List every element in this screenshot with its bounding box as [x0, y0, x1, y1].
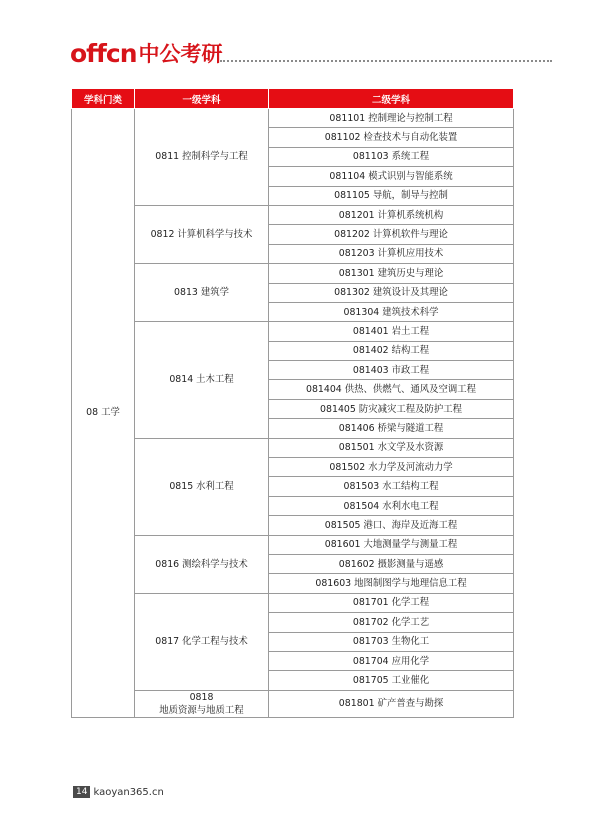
- page-footer: [73, 785, 164, 799]
- first-level-cell: 0813 建筑学: [135, 264, 269, 322]
- second-level-cell: 081705 工业催化: [269, 671, 514, 690]
- second-level-cell: 081403 市政工程: [269, 361, 514, 380]
- first-level-cell: 0814 土木工程: [135, 322, 269, 438]
- first-level-cell: 0817 化学工程与技术: [135, 593, 269, 690]
- second-level-cell: 081504 水利水电工程: [269, 496, 514, 515]
- category-cell: 08 工学: [72, 109, 135, 718]
- second-level-cell: 081501 水文学及水资源: [269, 438, 514, 457]
- second-level-cell: 081402 结构工程: [269, 341, 514, 360]
- table-row: [72, 438, 514, 457]
- table-row: [72, 322, 514, 341]
- footer-site: kaoyan365.cn: [93, 786, 164, 798]
- discipline-table: [71, 88, 514, 718]
- second-level-cell: 081801 矿产普查与勘探: [269, 690, 514, 717]
- logo-chinese: 中公考研: [138, 42, 223, 66]
- first-level-cell: 0816 测绘科学与技术: [135, 535, 269, 593]
- second-level-cell: 081405 防灾减灾工程及防护工程: [269, 399, 514, 418]
- offcn-logo: [70, 38, 223, 68]
- first-level-cell: 0815 水利工程: [135, 438, 269, 535]
- table-row: [72, 205, 514, 224]
- second-level-cell: 081304 建筑技术科学: [269, 302, 514, 321]
- table-row: [72, 690, 514, 717]
- second-level-cell: 081704 应用化学: [269, 651, 514, 670]
- second-level-cell: 081703 生物化工: [269, 632, 514, 651]
- second-level-cell: 081401 岩土工程: [269, 322, 514, 341]
- second-level-cell: 081201 计算机系统机构: [269, 205, 514, 224]
- second-level-cell: 081202 计算机软件与理论: [269, 225, 514, 244]
- header-first-level: 一级学科: [135, 89, 269, 109]
- second-level-cell: 081502 水力学及河流动力学: [269, 458, 514, 477]
- table-row: [72, 593, 514, 612]
- second-level-cell: 081404 供热、供燃气、通风及空调工程: [269, 380, 514, 399]
- header-category: 学科门类: [72, 89, 135, 109]
- page-number: 14: [73, 786, 90, 798]
- second-level-cell: 081702 化学工艺: [269, 613, 514, 632]
- second-level-cell: 081503 水工结构工程: [269, 477, 514, 496]
- table-row: [72, 109, 514, 128]
- table-header-row: [72, 89, 514, 109]
- second-level-cell: 081103 系统工程: [269, 147, 514, 166]
- second-level-cell: 081203 计算机应用技术: [269, 244, 514, 263]
- second-level-cell: 081603 地图制图学与地理信息工程: [269, 574, 514, 593]
- page-header: [70, 38, 540, 70]
- header-second-level: 二级学科: [269, 89, 514, 109]
- second-level-cell: 081505 港口、海岸及近海工程: [269, 516, 514, 535]
- logo-latin: offcn: [70, 39, 137, 68]
- first-level-code: 0818: [189, 691, 214, 703]
- header-dotted-rule: [220, 60, 552, 62]
- first-level-cell: 0812 计算机科学与技术: [135, 205, 269, 263]
- first-level-cell: [135, 690, 269, 717]
- second-level-cell: 081406 桥梁与隧道工程: [269, 419, 514, 438]
- second-level-cell: 081101 控制理论与控制工程: [269, 109, 514, 128]
- table-row: [72, 535, 514, 554]
- first-level-cell: 0811 控制科学与工程: [135, 109, 269, 206]
- second-level-cell: 081701 化学工程: [269, 593, 514, 612]
- second-level-cell: 081105 导航，制导与控制: [269, 186, 514, 205]
- first-level-name: 地质资源与地质工程: [159, 704, 244, 716]
- second-level-cell: 081601 大地测量学与测量工程: [269, 535, 514, 554]
- table-row: [72, 264, 514, 283]
- second-level-cell: 081102 检查技术与自动化装置: [269, 128, 514, 147]
- second-level-cell: 081104 模式识别与智能系统: [269, 167, 514, 186]
- second-level-cell: 081302 建筑设计及其理论: [269, 283, 514, 302]
- second-level-cell: 081301 建筑历史与理论: [269, 264, 514, 283]
- second-level-cell: 081602 摄影测量与遥感: [269, 554, 514, 573]
